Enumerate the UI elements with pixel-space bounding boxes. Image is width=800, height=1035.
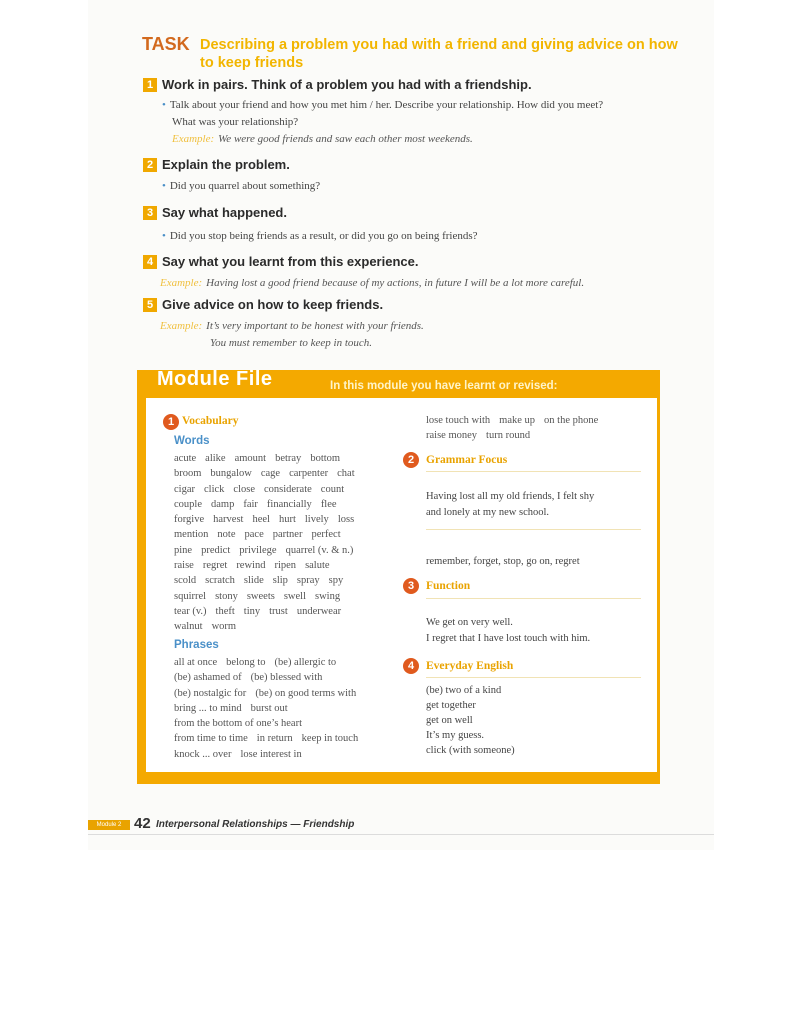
bullet-text: Did you stop being friends as a result, or did you go on being friends? [169,230,478,242]
vocab-item: squirrel [174,590,207,602]
example-text: Having lost a good friend because of my actions, in future I will be a lot more careful. [206,277,585,289]
step-bullet [162,97,682,114]
vocab-item: slide [243,575,264,587]
module-file-subtitle: In this module you have learnt or revised: [330,380,558,392]
vocab-item: knock ... over [174,748,232,760]
vocab-item: fair [243,498,258,510]
vocab-item: loss [337,514,355,526]
vocab-row [174,670,404,685]
section-number: 1 [163,414,179,430]
vocab-item: cigar [174,483,195,495]
vocab-item: acute [174,453,197,464]
vocab-item: stony [215,590,238,602]
section-number: 4 [403,658,419,674]
vocab-item: note [217,529,236,541]
footer-title: Interpersonal Relationships — Friendship [156,819,355,830]
vocab-item: (be) on good terms with [255,687,357,699]
everyday-line: It’s my guess. [426,730,485,741]
vocab-item: perfect [311,529,341,541]
vocab-item: count [320,483,345,495]
vocab-row [174,466,399,481]
divider [426,471,641,472]
vocab-item: hurt [278,514,296,526]
vocab-item: burst out [250,702,288,714]
vocab-row [426,413,656,428]
vocab-item: financially [266,498,312,510]
vocab-row [174,543,399,558]
vocab-row [426,428,656,443]
vocab-row [174,655,404,670]
step-number: 1 [143,78,157,92]
vocab-row [174,731,404,746]
vocab-item: flee [320,498,337,510]
vocab-item: tear (v.) [174,605,207,617]
section-heading: Vocabulary [182,415,239,427]
words-heading: Words [174,435,210,447]
everyday-line: (be) two of a kind [426,685,502,696]
step-bullet [162,178,320,195]
bullet-text: Talk about your friend and how you met him / her. Describe your relationship. How did you meet? [169,99,604,111]
module-file-title: Module File [157,368,273,390]
vocab-item: raise money [426,430,478,442]
vocab-item: lively [304,514,329,526]
vocab-item: partner [272,529,303,541]
vocab-row [174,497,399,512]
bullet-icon: • [162,230,166,242]
vocab-item: raise [174,560,194,572]
vocab-item: bottom [310,453,341,464]
vocab-item: (be) ashamed of [174,672,242,684]
section-heading: Function [426,580,471,592]
step-title: Say what you learnt from this experience. [162,254,419,269]
vocab-item: amount [234,453,267,464]
vocab-row [174,558,399,573]
step-title: Say what happened. [162,205,287,220]
divider [426,529,641,530]
step-number: 3 [143,206,157,220]
step-title: Explain the problem. [162,157,290,172]
vocab-item: couple [174,498,202,510]
phrase-list-continued [426,413,656,444]
vocab-item: chat [337,468,355,480]
vocab-row [174,512,399,527]
step-number: 5 [143,298,157,312]
section-number: 2 [403,452,419,468]
vocab-row [174,619,399,634]
vocab-item: (be) blessed with [250,672,323,684]
vocab-item: all at once [174,657,218,668]
step-example [160,275,680,292]
section-heading: Grammar Focus [426,454,508,466]
vocab-row [174,686,404,701]
step-example [160,318,424,335]
vocab-item: ripen [274,560,297,572]
vocab-item: (be) allergic to [274,657,337,668]
vocab-item: walnut [174,621,203,633]
vocab-item: mention [174,529,209,541]
vocab-item: worm [211,621,237,633]
vocab-row [174,604,399,619]
everyday-line: click (with someone) [426,745,515,756]
divider [426,677,641,678]
vocab-row [174,716,404,731]
vocab-item: broom [174,468,202,480]
vocab-item: make up [499,415,536,426]
vocab-item: considerate [263,483,312,495]
grammar-line: Having lost all my old friends, I felt shy [426,491,595,502]
vocab-item: quarrel (v. & n.) [285,544,354,556]
vocab-item: swell [283,590,307,602]
vocab-item: scratch [205,575,235,587]
step-number: 2 [143,158,157,172]
phrases-heading: Phrases [174,639,219,651]
vocab-row [174,701,404,716]
vocab-item: bungalow [210,468,252,480]
vocab-item: predict [201,544,231,556]
vocab-row [174,482,399,497]
vocab-item: lose touch with [426,415,491,426]
vocab-item: forgive [174,514,205,526]
vocab-item: theft [215,605,235,617]
vocab-item: close [233,483,255,495]
function-line: I regret that I have lost touch with him. [426,633,591,644]
grammar-line: and lonely at my new school. [426,507,550,518]
vocab-item: heel [252,514,270,526]
vocab-item: from the bottom of one’s heart [174,718,303,730]
example-label: Example: [160,277,203,289]
bullet-icon: • [162,99,166,111]
bullet-text: Did you quarrel about something? [169,180,321,192]
vocab-item: carpenter [289,468,329,480]
step-number: 4 [143,255,157,269]
step-bullet-cont: What was your relationship? [172,116,299,128]
page-number: 42 [134,815,151,832]
footer-divider [88,834,714,835]
vocab-item: spy [328,575,344,587]
task-label: TASK [142,34,190,54]
vocab-item: cage [260,468,281,480]
divider [426,598,641,599]
vocab-item: on the phone [544,415,599,426]
vocab-row [174,573,399,588]
everyday-line: get on well [426,715,473,726]
step-title: Work in pairs. Think of a problem you had with a friendship. [162,77,532,92]
vocab-item: salute [305,560,330,572]
vocab-row [174,527,399,542]
vocab-item: privilege [239,544,277,556]
example-text: It’s very important to be honest with your friends. [206,320,424,332]
vocab-item: damp [211,498,235,510]
vocab-item: regret [202,560,228,572]
vocab-item: pace [244,529,264,541]
vocab-item: turn round [486,430,531,442]
phrase-list [174,655,404,762]
vocab-item: tiny [243,605,261,617]
vocab-row [174,589,399,604]
vocab-item: bring ... to mind [174,702,242,714]
bullet-icon: • [162,180,166,192]
vocab-item: rewind [236,560,266,572]
module-tag: Module 2 [88,820,130,830]
word-list [174,451,399,635]
vocab-row [174,451,399,466]
function-line: We get on very well. [426,617,513,628]
grammar-line: remember, forget, stop, go on, regret [426,556,580,567]
section-number: 3 [403,578,419,594]
vocab-item: underwear [296,605,342,617]
step-title: Give advice on how to keep friends. [162,297,384,312]
vocab-item: pine [174,544,193,556]
example-text: We were good friends and saw each other most weekends. [218,133,473,145]
example-text-cont: You must remember to keep in touch. [210,337,373,349]
vocab-item: alike [205,453,226,464]
vocab-item: from time to time [174,733,248,745]
vocab-item: scold [174,575,197,587]
vocab-item: spray [296,575,320,587]
step-example [172,131,473,148]
task-title: Describing a problem you had with a friend and giving advice on how to keep friends [200,37,678,71]
vocab-item: slip [272,575,288,587]
vocab-item: belong to [226,657,266,668]
section-heading: Everyday English [426,660,514,672]
vocab-item: harvest [213,514,244,526]
vocab-item: trust [269,605,288,617]
vocab-item: (be) nostalgic for [174,687,247,699]
everyday-line: get together [426,700,476,711]
step-bullet [162,228,478,245]
vocab-item: betray [275,453,302,464]
vocab-item: sweets [246,590,275,602]
vocab-row [174,747,404,762]
vocab-item: in return [256,733,293,745]
vocab-item: click [204,483,225,495]
vocab-item: lose interest in [240,748,302,760]
example-label: Example: [172,133,215,145]
vocab-item: swing [315,590,341,602]
vocab-item: keep in touch [301,733,359,745]
example-label: Example: [160,320,203,332]
